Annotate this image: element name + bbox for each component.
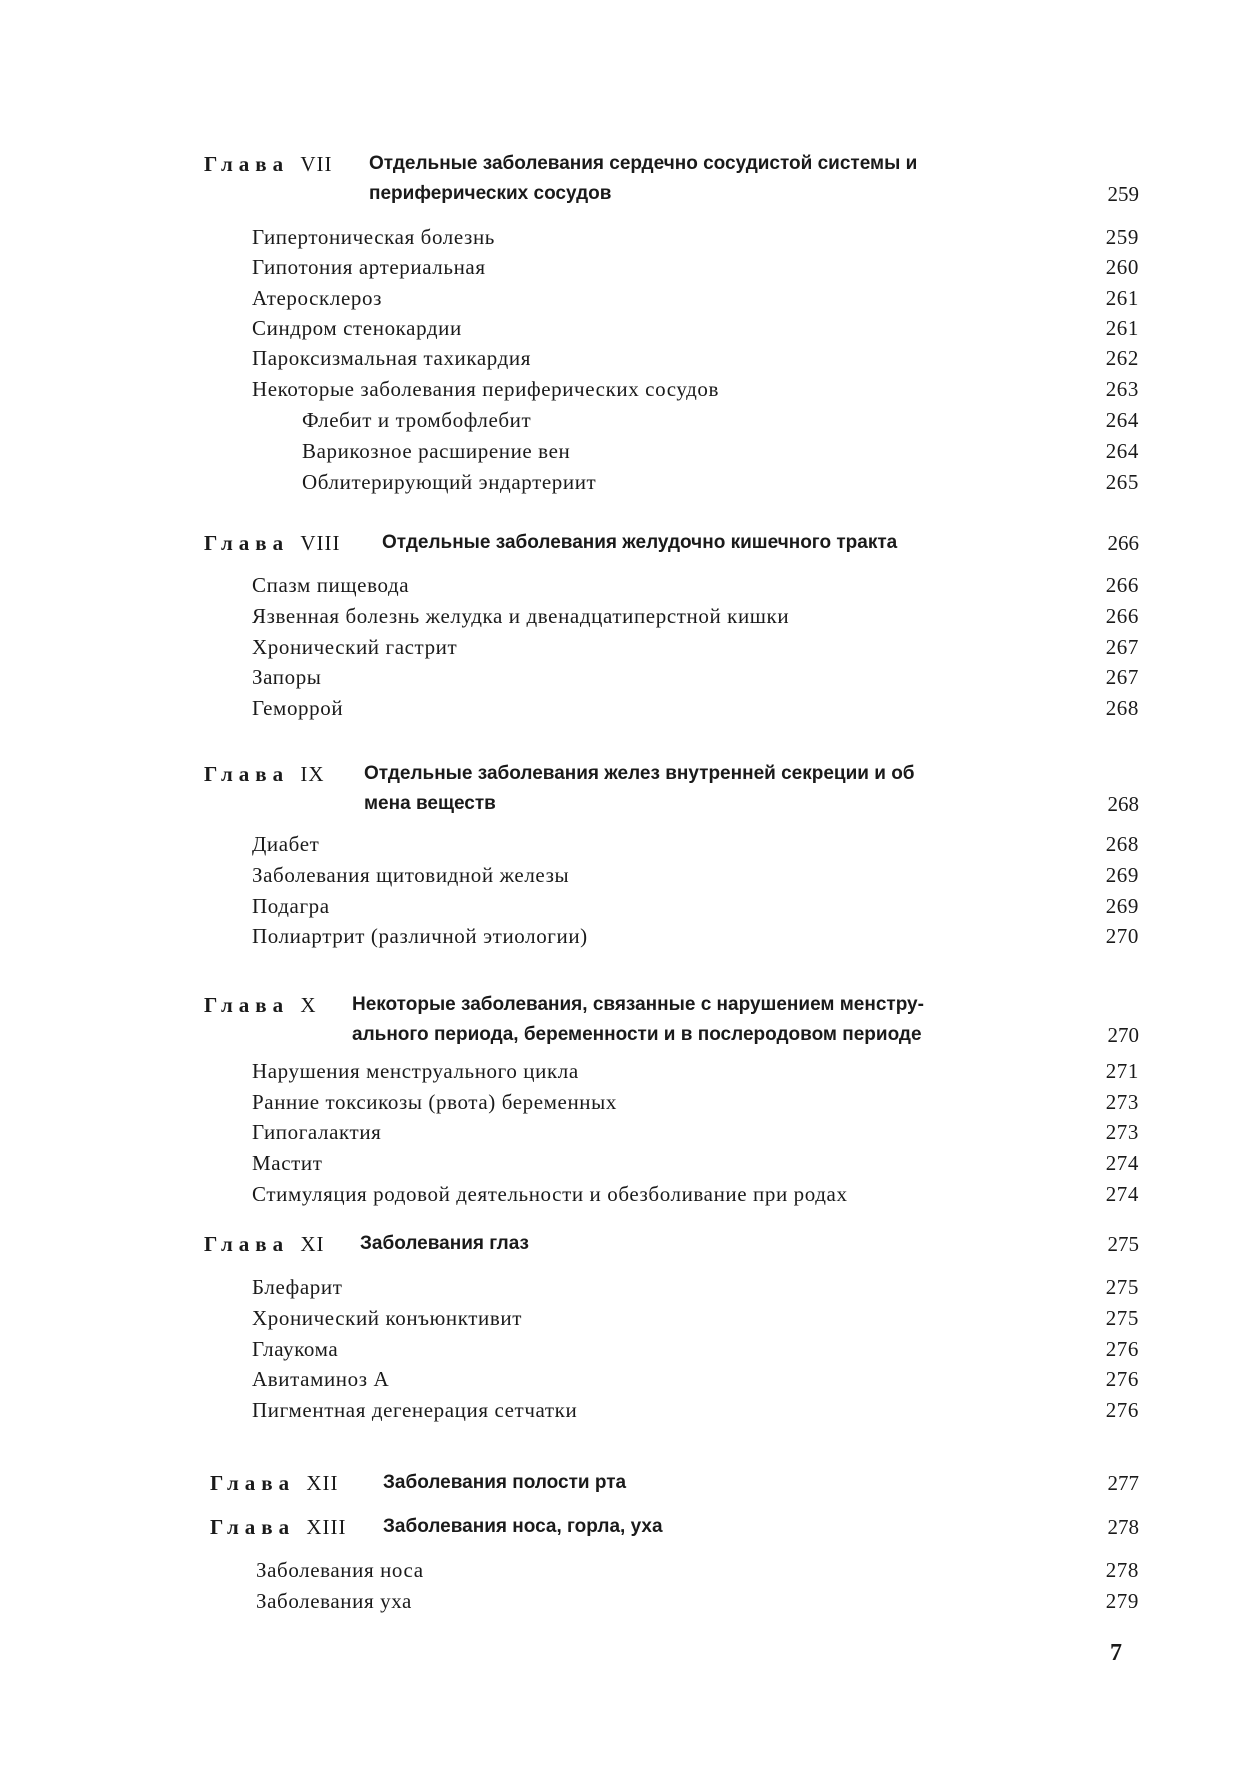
toc-entry: Заболевания щитовидной железы 269 <box>252 860 1139 890</box>
chapter-numeral: XII <box>306 1471 339 1495</box>
chapter-numeral: IX <box>300 762 325 786</box>
toc-entry: Ранние токсикозы (рвота) беременных 273 <box>252 1087 1139 1117</box>
chapter-numeral: XI <box>300 1232 325 1256</box>
chapter-title-line-1: Отдельные заболевания желез внутренней секреции и об <box>364 763 915 784</box>
chapter-7-heading <box>204 148 1139 212</box>
entry-page-number: 276 <box>1105 1367 1139 1391</box>
entry-page-number: 267 <box>1105 665 1139 689</box>
toc-entry: Геморрой 268 <box>252 693 1139 723</box>
chapter-label: Глава IX <box>204 762 325 786</box>
toc-entry: Хронический конъюнктивит 275 <box>252 1303 1139 1333</box>
chapter-page-number: 259 <box>1107 182 1139 206</box>
toc-entry: Гипотония артериальная 260 <box>252 252 1139 282</box>
toc-entry: Атеросклероз 261 <box>252 283 1139 313</box>
toc-entry: Нарушения менструального цикла 271 <box>252 1056 1139 1086</box>
entry-page-number: 267 <box>1105 635 1139 659</box>
toc-entry: Пигментная дегенерация сетчатки 276 <box>252 1395 1139 1425</box>
page-number: 7 <box>1110 1640 1122 1666</box>
chapter-numeral: VII <box>300 152 333 176</box>
entry-page-number: 273 <box>1105 1090 1139 1114</box>
entry-page-number: 268 <box>1105 696 1139 720</box>
entry-page-number: 264 <box>1105 408 1139 432</box>
entry-page-number: 276 <box>1105 1337 1139 1361</box>
chapter-numeral: VIII <box>300 531 341 555</box>
toc-entry: Хронический гастрит 267 <box>252 632 1139 662</box>
entry-page-number: 274 <box>1105 1182 1139 1206</box>
entry-page-number: 275 <box>1105 1275 1139 1299</box>
entry-page-number: 266 <box>1105 573 1139 597</box>
toc-subentry: Облитерирующий эндартериит 265 <box>302 467 1139 497</box>
chapter-page-number: 268 <box>1107 792 1139 816</box>
toc-entry: Стимуляция родовой деятельности и обезболивание при родах 274 <box>252 1179 1139 1209</box>
chapter-12-heading <box>210 1467 1139 1499</box>
toc-entry: Некоторые заболевания периферических сосудов 263 <box>252 374 1139 404</box>
entry-page-number: 273 <box>1105 1120 1139 1144</box>
chapter-9-heading <box>204 758 1139 822</box>
toc-entry: Заболевания уха 279 <box>256 1586 1139 1616</box>
chapter-8-heading <box>204 527 1139 559</box>
chapter-13-heading <box>210 1511 1139 1543</box>
entry-page-number: 260 <box>1105 255 1139 279</box>
entry-page-number: 271 <box>1105 1059 1139 1083</box>
entry-page-number: 261 <box>1105 316 1139 340</box>
entry-page-number: 269 <box>1105 894 1139 918</box>
chapter-title-line-1: Заболевания глаз <box>360 1233 529 1254</box>
toc-entry: Заболевания носа 278 <box>256 1555 1139 1585</box>
chapter-numeral: X <box>300 993 317 1017</box>
toc-entry: Мастит 274 <box>252 1148 1139 1178</box>
toc-entry: Спазм пищевода 266 <box>252 570 1139 600</box>
chapter-page-number: 266 <box>1107 531 1139 555</box>
chapter-title-line-1: Отдельные заболевания сердечно сосудистой системы и <box>369 153 918 174</box>
entry-page-number: 270 <box>1105 924 1139 948</box>
chapter-label: Глава VIII <box>204 531 341 555</box>
entry-page-number: 261 <box>1105 286 1139 310</box>
chapter-label: Глава X <box>204 993 317 1017</box>
entry-page-number: 268 <box>1105 832 1139 856</box>
entry-page-number: 275 <box>1105 1306 1139 1330</box>
toc-subentry: Флебит и тромбофлебит 264 <box>302 405 1139 435</box>
toc-entry: Язвенная болезнь желудка и двенадцатиперстной кишки 266 <box>252 601 1139 631</box>
chapter-label: Глава XII <box>210 1471 339 1495</box>
chapter-label: Глава VII <box>204 152 333 176</box>
toc-entry: Синдром стенокардии 261 <box>252 313 1139 343</box>
chapter-label: Глава XIII <box>210 1515 347 1539</box>
chapter-title-line-1: Отдельные заболевания желудочно кишечного тракта <box>382 532 898 553</box>
chapter-page-number: 278 <box>1107 1515 1139 1539</box>
chapter-numeral: XIII <box>306 1515 347 1539</box>
chapter-title-line-2: мена веществ <box>364 793 496 814</box>
toc-entry: Пароксизмальная тахикардия 262 <box>252 343 1139 373</box>
entry-page-number: 263 <box>1105 377 1139 401</box>
toc-subentry: Варикозное расширение вен 264 <box>302 436 1139 466</box>
chapter-title-line-1: Заболевания носа, горла, уха <box>383 1516 663 1537</box>
toc-entry: Блефарит 275 <box>252 1272 1139 1302</box>
chapter-title-line-2: ального периода, беременности и в послеродовом периоде <box>352 1024 922 1045</box>
chapter-title-line-1: Некоторые заболевания, связанные с нарушением менстру- <box>352 994 924 1015</box>
toc-entry: Запоры 267 <box>252 662 1139 692</box>
toc-entry: Авитаминоз А 276 <box>252 1364 1139 1394</box>
entry-page-number: 269 <box>1105 863 1139 887</box>
chapter-11-heading <box>204 1228 1139 1260</box>
entry-page-number: 274 <box>1105 1151 1139 1175</box>
chapter-title-line-1: Заболевания полости рта <box>383 1472 627 1493</box>
entry-page-number: 259 <box>1105 225 1139 249</box>
entry-page-number: 279 <box>1105 1589 1139 1613</box>
chapter-page-number: 270 <box>1107 1023 1139 1047</box>
entry-page-number: 264 <box>1105 439 1139 463</box>
chapter-page-number: 275 <box>1107 1232 1139 1256</box>
entry-page-number: 276 <box>1105 1398 1139 1422</box>
toc-entry: Гипогалактия 273 <box>252 1117 1139 1147</box>
chapter-page-number: 277 <box>1107 1471 1139 1495</box>
toc-entry: Полиартрит (различной этиологии) 270 <box>252 921 1139 951</box>
chapter-10-heading <box>204 989 1139 1053</box>
entry-page-number: 265 <box>1105 470 1139 494</box>
toc-entry: Глаукома 276 <box>252 1334 1139 1364</box>
entry-page-number: 266 <box>1105 604 1139 628</box>
chapter-label: Глава XI <box>204 1232 325 1256</box>
entry-page-number: 262 <box>1105 346 1139 370</box>
toc-entry: Подагра 269 <box>252 891 1139 921</box>
toc-entry: Гипертоническая болезнь 259 <box>252 222 1139 252</box>
toc-entry: Диабет 268 <box>252 829 1139 859</box>
chapter-title-line-2: периферических сосудов <box>369 183 612 204</box>
entry-page-number: 278 <box>1105 1558 1139 1582</box>
